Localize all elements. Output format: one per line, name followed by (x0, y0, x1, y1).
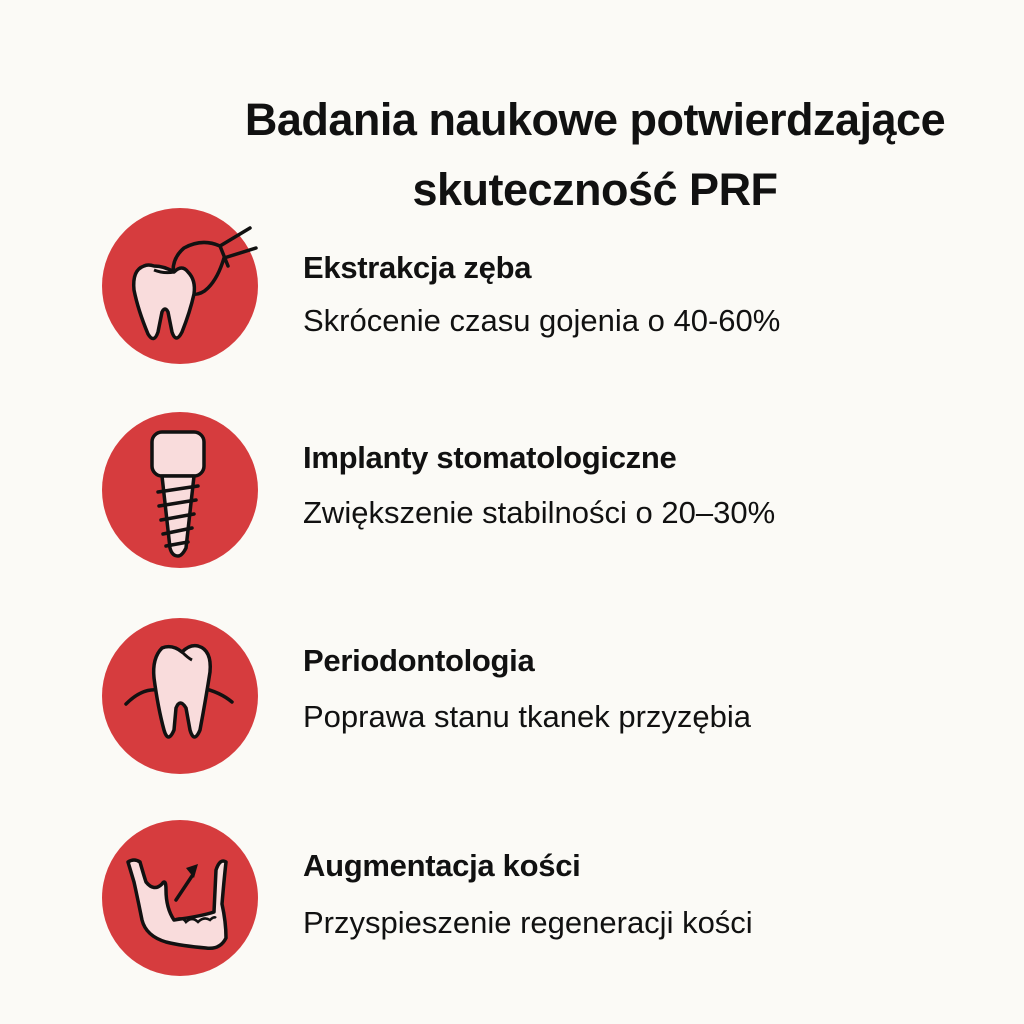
item-heading: Implanty stomatologiczne (303, 440, 677, 475)
icon-circle (102, 412, 258, 568)
page-title (150, 85, 1024, 225)
item-heading: Ekstrakcja zęba (303, 250, 532, 285)
list-item-periodontology (0, 618, 1024, 818)
item-heading: Augmentacja kości (303, 848, 581, 883)
item-description: Poprawa stanu tkanek przyzębia (303, 699, 752, 734)
item-description: Skrócenie czasu gojenia o 40-60% (303, 303, 781, 338)
icon-circle (102, 208, 258, 364)
tooth-extraction-forceps-icon (102, 208, 258, 364)
dental-implant-icon (102, 412, 258, 568)
item-description: Zwiększenie stabilności o 20–30% (303, 495, 776, 530)
page-title-line-1: Badania naukowe potwierdzające (244, 94, 946, 146)
item-description: Przyspieszenie regeneracji kości (303, 905, 753, 940)
icon-circle (102, 820, 258, 976)
icon-circle (102, 618, 258, 774)
list-item-bone-augmentation (0, 820, 1024, 1020)
item-heading: Periodontologia (303, 643, 535, 678)
tooth-gum-icon (102, 618, 258, 774)
jaw-bone-arrow-icon (102, 820, 258, 976)
list-item-extraction (0, 207, 1024, 407)
page-title-line-2: skuteczność PRF (412, 164, 778, 216)
list-item-implants (0, 412, 1024, 612)
